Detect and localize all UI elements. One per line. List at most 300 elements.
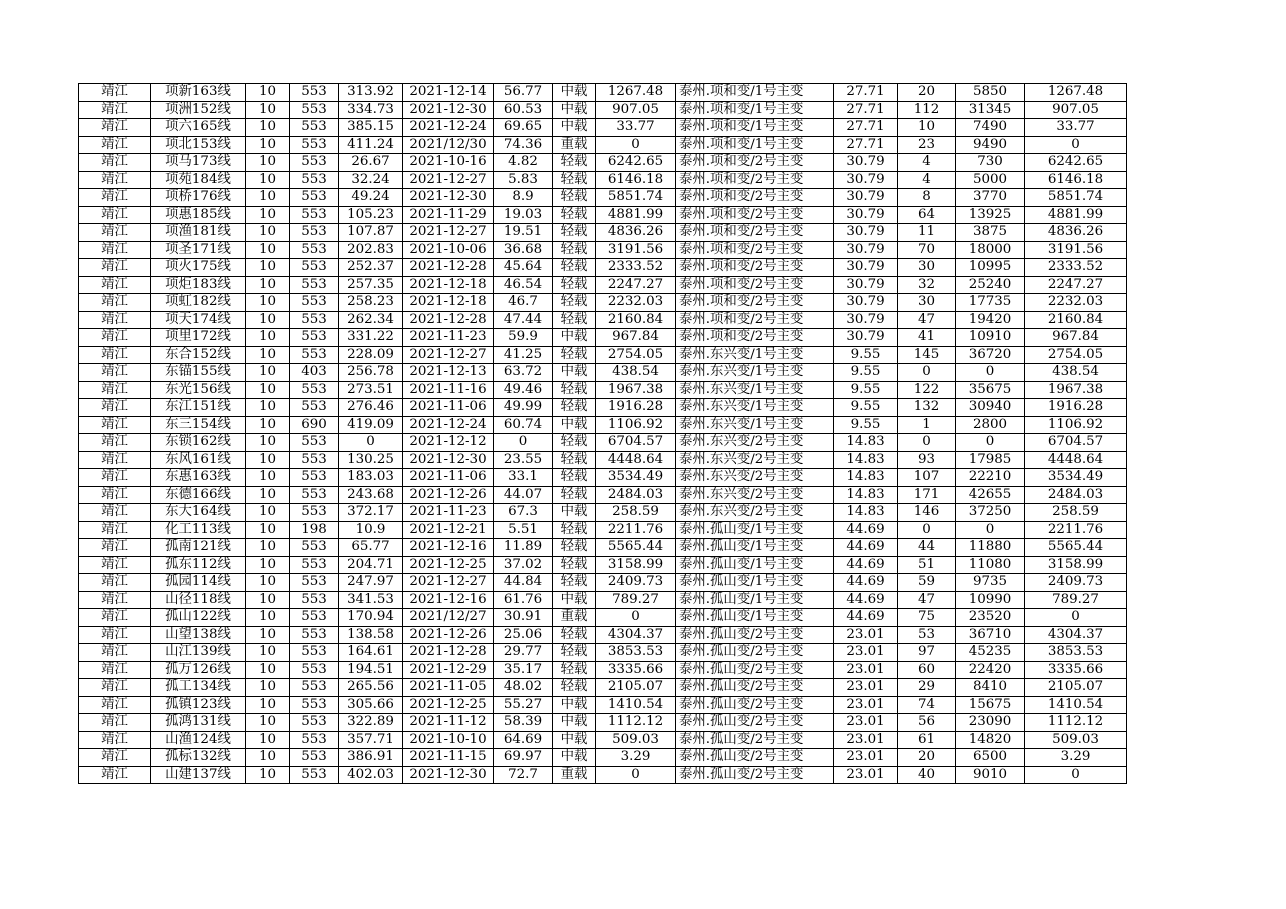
remaining-capacity-cell: 6242.65 [1025, 154, 1127, 172]
max-load-cell: 49.24 [339, 189, 403, 207]
user-count-cell: 44 [898, 539, 956, 557]
user-capacity-cell: 19420 [956, 311, 1025, 329]
remaining-capacity-cell: 2409.73 [1025, 574, 1127, 592]
user-count-cell: 10 [898, 119, 956, 137]
transformer-cell: 泰州.项和变/2号主变 [676, 206, 834, 224]
capacity-cell: 553 [290, 206, 339, 224]
user-capacity-cell: 17985 [956, 451, 1025, 469]
max-load-cell: 32.24 [339, 171, 403, 189]
load-status-cell: 中载 [553, 731, 596, 749]
line-name-cell: 山江139线 [151, 644, 246, 662]
user-count-cell: 145 [898, 346, 956, 364]
max-load-cell: 262.34 [339, 311, 403, 329]
table-row [79, 521, 1127, 539]
max-load-cell: 256.78 [339, 364, 403, 382]
load-rate-cell: 46.7 [494, 294, 553, 312]
voltage-cell: 10 [246, 731, 290, 749]
county-cell: 靖江 [79, 381, 151, 399]
capacity-cell: 553 [290, 154, 339, 172]
table-row [79, 644, 1127, 662]
remaining-capacity-cell: 2232.03 [1025, 294, 1127, 312]
transformer-cell: 泰州.孤山变/2号主变 [676, 644, 834, 662]
remaining-capacity-cell: 4836.26 [1025, 224, 1127, 242]
user-capacity-cell: 5000 [956, 171, 1025, 189]
table-row [79, 749, 1127, 767]
user-count-cell: 112 [898, 101, 956, 119]
user-count-cell: 122 [898, 381, 956, 399]
load-rate-cell: 47.44 [494, 311, 553, 329]
user-capacity-cell: 9490 [956, 136, 1025, 154]
county-cell: 靖江 [79, 591, 151, 609]
remaining-capacity-cell: 3853.53 [1025, 644, 1127, 662]
county-cell: 靖江 [79, 101, 151, 119]
max-load-cell: 204.71 [339, 556, 403, 574]
capacity-cell: 553 [290, 591, 339, 609]
county-cell: 靖江 [79, 626, 151, 644]
remaining-capacity-cell: 2160.84 [1025, 311, 1127, 329]
user-count-cell: 41 [898, 329, 956, 347]
table-row [79, 591, 1127, 609]
transformer-cell: 泰州.孤山变/2号主变 [676, 679, 834, 697]
load-rate-cell: 67.3 [494, 504, 553, 522]
load-rate-cell: 49.99 [494, 399, 553, 417]
transformer-rate-cell: 23.01 [834, 626, 898, 644]
user-count-cell: 4 [898, 154, 956, 172]
transformer-rate-cell: 14.83 [834, 434, 898, 452]
county-cell: 靖江 [79, 171, 151, 189]
county-cell: 靖江 [79, 346, 151, 364]
transformer-cell: 泰州.孤山变/1号主变 [676, 556, 834, 574]
date-cell: 2021-12-18 [403, 276, 494, 294]
available-capacity-cell: 3191.56 [596, 241, 676, 259]
county-cell: 靖江 [79, 696, 151, 714]
load-rate-cell: 61.76 [494, 591, 553, 609]
user-capacity-cell: 36720 [956, 346, 1025, 364]
line-name-cell: 项马173线 [151, 154, 246, 172]
available-capacity-cell: 2409.73 [596, 574, 676, 592]
user-capacity-cell: 36710 [956, 626, 1025, 644]
available-capacity-cell: 5565.44 [596, 539, 676, 557]
transformer-cell: 泰州.项和变/1号主变 [676, 84, 834, 102]
voltage-cell: 10 [246, 136, 290, 154]
date-cell: 2021-12-30 [403, 189, 494, 207]
capacity-cell: 553 [290, 294, 339, 312]
user-count-cell: 56 [898, 714, 956, 732]
voltage-cell: 10 [246, 644, 290, 662]
capacity-cell: 553 [290, 346, 339, 364]
date-cell: 2021-11-12 [403, 714, 494, 732]
user-count-cell: 23 [898, 136, 956, 154]
load-rate-cell: 8.9 [494, 189, 553, 207]
line-name-cell: 东德166线 [151, 486, 246, 504]
county-cell: 靖江 [79, 224, 151, 242]
available-capacity-cell: 2333.52 [596, 259, 676, 277]
load-rate-cell: 56.77 [494, 84, 553, 102]
remaining-capacity-cell: 509.03 [1025, 731, 1127, 749]
capacity-cell: 553 [290, 679, 339, 697]
transformer-rate-cell: 30.79 [834, 311, 898, 329]
date-cell: 2021-11-29 [403, 206, 494, 224]
user-count-cell: 20 [898, 749, 956, 767]
remaining-capacity-cell: 2247.27 [1025, 276, 1127, 294]
user-capacity-cell: 13925 [956, 206, 1025, 224]
load-status-cell: 轻载 [553, 241, 596, 259]
user-capacity-cell: 14820 [956, 731, 1025, 749]
table-row [79, 346, 1127, 364]
load-status-cell: 重载 [553, 609, 596, 627]
table-row [79, 171, 1127, 189]
max-load-cell: 202.83 [339, 241, 403, 259]
transformer-rate-cell: 27.71 [834, 84, 898, 102]
load-status-cell: 轻载 [553, 224, 596, 242]
remaining-capacity-cell: 1916.28 [1025, 399, 1127, 417]
line-name-cell: 项圣171线 [151, 241, 246, 259]
user-capacity-cell: 25240 [956, 276, 1025, 294]
load-status-cell: 重载 [553, 136, 596, 154]
max-load-cell: 65.77 [339, 539, 403, 557]
table-row [79, 626, 1127, 644]
transformer-rate-cell: 30.79 [834, 259, 898, 277]
county-cell: 靖江 [79, 661, 151, 679]
user-count-cell: 8 [898, 189, 956, 207]
user-count-cell: 40 [898, 766, 956, 784]
line-name-cell: 东大164线 [151, 504, 246, 522]
county-cell: 靖江 [79, 119, 151, 137]
voltage-cell: 10 [246, 329, 290, 347]
user-count-cell: 47 [898, 311, 956, 329]
user-capacity-cell: 8410 [956, 679, 1025, 697]
load-rate-cell: 23.55 [494, 451, 553, 469]
transformer-rate-cell: 30.79 [834, 329, 898, 347]
max-load-cell: 265.56 [339, 679, 403, 697]
load-rate-cell: 58.39 [494, 714, 553, 732]
table-row [79, 189, 1127, 207]
load-status-cell: 轻载 [553, 679, 596, 697]
transformer-cell: 泰州.孤山变/2号主变 [676, 661, 834, 679]
load-rate-cell: 30.91 [494, 609, 553, 627]
transformer-rate-cell: 44.69 [834, 609, 898, 627]
county-cell: 靖江 [79, 749, 151, 767]
date-cell: 2021-11-16 [403, 381, 494, 399]
table-row [79, 539, 1127, 557]
load-rate-cell: 5.83 [494, 171, 553, 189]
transformer-rate-cell: 44.69 [834, 539, 898, 557]
line-name-cell: 项北153线 [151, 136, 246, 154]
transformer-cell: 泰州.东兴变/1号主变 [676, 416, 834, 434]
table-row [79, 661, 1127, 679]
remaining-capacity-cell: 4304.37 [1025, 626, 1127, 644]
available-capacity-cell: 2160.84 [596, 311, 676, 329]
available-capacity-cell: 1410.54 [596, 696, 676, 714]
remaining-capacity-cell: 5565.44 [1025, 539, 1127, 557]
max-load-cell: 228.09 [339, 346, 403, 364]
capacity-cell: 553 [290, 241, 339, 259]
table-row [79, 731, 1127, 749]
transformer-rate-cell: 14.83 [834, 504, 898, 522]
load-status-cell: 轻载 [553, 311, 596, 329]
transformer-cell: 泰州.项和变/2号主变 [676, 276, 834, 294]
load-status-cell: 中载 [553, 714, 596, 732]
load-status-cell: 中载 [553, 364, 596, 382]
voltage-cell: 10 [246, 399, 290, 417]
capacity-cell: 553 [290, 259, 339, 277]
user-capacity-cell: 18000 [956, 241, 1025, 259]
available-capacity-cell: 0 [596, 609, 676, 627]
date-cell: 2021-12-30 [403, 101, 494, 119]
transformer-cell: 泰州.项和变/2号主变 [676, 171, 834, 189]
available-capacity-cell: 1967.38 [596, 381, 676, 399]
transformer-rate-cell: 14.83 [834, 451, 898, 469]
load-status-cell: 轻载 [553, 469, 596, 487]
available-capacity-cell: 3534.49 [596, 469, 676, 487]
max-load-cell: 372.17 [339, 504, 403, 522]
max-load-cell: 411.24 [339, 136, 403, 154]
remaining-capacity-cell: 4448.64 [1025, 451, 1127, 469]
load-status-cell: 轻载 [553, 294, 596, 312]
load-status-cell: 轻载 [553, 259, 596, 277]
table-row [79, 504, 1127, 522]
max-load-cell: 183.03 [339, 469, 403, 487]
date-cell: 2021-12-28 [403, 259, 494, 277]
transformer-cell: 泰州.东兴变/1号主变 [676, 364, 834, 382]
date-cell: 2021-11-23 [403, 329, 494, 347]
user-capacity-cell: 0 [956, 364, 1025, 382]
transformer-rate-cell: 30.79 [834, 206, 898, 224]
user-capacity-cell: 0 [956, 434, 1025, 452]
capacity-cell: 553 [290, 486, 339, 504]
load-rate-cell: 11.89 [494, 539, 553, 557]
county-cell: 靖江 [79, 679, 151, 697]
transformer-cell: 泰州.项和变/2号主变 [676, 259, 834, 277]
user-count-cell: 70 [898, 241, 956, 259]
voltage-cell: 10 [246, 311, 290, 329]
max-load-cell: 130.25 [339, 451, 403, 469]
table-row [79, 241, 1127, 259]
max-load-cell: 243.68 [339, 486, 403, 504]
user-capacity-cell: 3770 [956, 189, 1025, 207]
transformer-rate-cell: 9.55 [834, 381, 898, 399]
load-status-cell: 轻载 [553, 644, 596, 662]
date-cell: 2021-12-16 [403, 539, 494, 557]
table-row [79, 399, 1127, 417]
transformer-rate-cell: 30.79 [834, 294, 898, 312]
date-cell: 2021-12-30 [403, 451, 494, 469]
load-status-cell: 轻载 [553, 276, 596, 294]
date-cell: 2021-12-27 [403, 224, 494, 242]
remaining-capacity-cell: 907.05 [1025, 101, 1127, 119]
load-status-cell: 轻载 [553, 434, 596, 452]
table-row [79, 451, 1127, 469]
transformer-cell: 泰州.东兴变/2号主变 [676, 434, 834, 452]
max-load-cell: 247.97 [339, 574, 403, 592]
voltage-cell: 10 [246, 189, 290, 207]
user-count-cell: 11 [898, 224, 956, 242]
transformer-rate-cell: 23.01 [834, 766, 898, 784]
date-cell: 2021-12-14 [403, 84, 494, 102]
load-status-cell: 中载 [553, 591, 596, 609]
user-count-cell: 0 [898, 434, 956, 452]
voltage-cell: 10 [246, 346, 290, 364]
remaining-capacity-cell: 438.54 [1025, 364, 1127, 382]
remaining-capacity-cell: 2484.03 [1025, 486, 1127, 504]
line-name-cell: 项天174线 [151, 311, 246, 329]
load-status-cell: 中载 [553, 119, 596, 137]
remaining-capacity-cell: 2211.76 [1025, 521, 1127, 539]
remaining-capacity-cell: 0 [1025, 136, 1127, 154]
county-cell: 靖江 [79, 154, 151, 172]
table-row [79, 206, 1127, 224]
user-count-cell: 75 [898, 609, 956, 627]
voltage-cell: 10 [246, 101, 290, 119]
max-load-cell: 322.89 [339, 714, 403, 732]
available-capacity-cell: 0 [596, 766, 676, 784]
transformer-cell: 泰州.项和变/1号主变 [676, 119, 834, 137]
load-rate-cell: 60.53 [494, 101, 553, 119]
county-cell: 靖江 [79, 416, 151, 434]
capacity-cell: 553 [290, 766, 339, 784]
load-rate-cell: 44.84 [494, 574, 553, 592]
load-rate-cell: 44.07 [494, 486, 553, 504]
max-load-cell: 258.23 [339, 294, 403, 312]
max-load-cell: 0 [339, 434, 403, 452]
max-load-cell: 276.46 [339, 399, 403, 417]
county-cell: 靖江 [79, 206, 151, 224]
capacity-cell: 553 [290, 626, 339, 644]
transformer-cell: 泰州.东兴变/2号主变 [676, 486, 834, 504]
max-load-cell: 107.87 [339, 224, 403, 242]
transformer-cell: 泰州.项和变/2号主变 [676, 294, 834, 312]
available-capacity-cell: 3.29 [596, 749, 676, 767]
load-rate-cell: 36.68 [494, 241, 553, 259]
user-capacity-cell: 22210 [956, 469, 1025, 487]
table-row [79, 574, 1127, 592]
user-count-cell: 146 [898, 504, 956, 522]
date-cell: 2021/12/27 [403, 609, 494, 627]
date-cell: 2021-12-29 [403, 661, 494, 679]
max-load-cell: 386.91 [339, 749, 403, 767]
capacity-cell: 553 [290, 136, 339, 154]
county-cell: 靖江 [79, 434, 151, 452]
remaining-capacity-cell: 789.27 [1025, 591, 1127, 609]
voltage-cell: 10 [246, 241, 290, 259]
county-cell: 靖江 [79, 556, 151, 574]
date-cell: 2021-12-25 [403, 556, 494, 574]
available-capacity-cell: 967.84 [596, 329, 676, 347]
date-cell: 2021-12-16 [403, 591, 494, 609]
transformer-cell: 泰州.东兴变/1号主变 [676, 346, 834, 364]
user-count-cell: 61 [898, 731, 956, 749]
line-name-cell: 项里172线 [151, 329, 246, 347]
load-rate-cell: 5.51 [494, 521, 553, 539]
table-row [79, 136, 1127, 154]
load-rate-cell: 37.02 [494, 556, 553, 574]
capacity-cell: 553 [290, 84, 339, 102]
voltage-cell: 10 [246, 294, 290, 312]
load-rate-cell: 41.25 [494, 346, 553, 364]
user-capacity-cell: 17735 [956, 294, 1025, 312]
table-row [79, 119, 1127, 137]
voltage-cell: 10 [246, 224, 290, 242]
line-name-cell: 孤园114线 [151, 574, 246, 592]
user-capacity-cell: 15675 [956, 696, 1025, 714]
max-load-cell: 341.53 [339, 591, 403, 609]
county-cell: 靖江 [79, 644, 151, 662]
transformer-cell: 泰州.项和变/2号主变 [676, 311, 834, 329]
transformer-cell: 泰州.项和变/2号主变 [676, 189, 834, 207]
user-count-cell: 171 [898, 486, 956, 504]
transformer-cell: 泰州.项和变/1号主变 [676, 101, 834, 119]
date-cell: 2021-10-06 [403, 241, 494, 259]
user-capacity-cell: 23520 [956, 609, 1025, 627]
county-cell: 靖江 [79, 731, 151, 749]
transformer-rate-cell: 27.71 [834, 136, 898, 154]
load-rate-cell: 45.64 [494, 259, 553, 277]
transformer-rate-cell: 9.55 [834, 346, 898, 364]
voltage-cell: 10 [246, 171, 290, 189]
line-name-cell: 山建137线 [151, 766, 246, 784]
line-name-cell: 项火175线 [151, 259, 246, 277]
table-row [79, 329, 1127, 347]
line-name-cell: 东合152线 [151, 346, 246, 364]
transformer-rate-cell: 23.01 [834, 749, 898, 767]
voltage-cell: 10 [246, 521, 290, 539]
user-count-cell: 4 [898, 171, 956, 189]
voltage-cell: 10 [246, 626, 290, 644]
user-count-cell: 60 [898, 661, 956, 679]
available-capacity-cell: 1916.28 [596, 399, 676, 417]
table-row [79, 679, 1127, 697]
line-name-cell: 孤鸿131线 [151, 714, 246, 732]
remaining-capacity-cell: 1267.48 [1025, 84, 1127, 102]
available-capacity-cell: 1112.12 [596, 714, 676, 732]
load-rate-cell: 46.54 [494, 276, 553, 294]
table-row [79, 311, 1127, 329]
capacity-cell: 553 [290, 661, 339, 679]
voltage-cell: 10 [246, 416, 290, 434]
county-cell: 靖江 [79, 486, 151, 504]
capacity-cell: 553 [290, 119, 339, 137]
load-rate-cell: 64.69 [494, 731, 553, 749]
date-cell: 2021-12-30 [403, 766, 494, 784]
remaining-capacity-cell: 1967.38 [1025, 381, 1127, 399]
user-count-cell: 107 [898, 469, 956, 487]
available-capacity-cell: 3158.99 [596, 556, 676, 574]
county-cell: 靖江 [79, 399, 151, 417]
transformer-cell: 泰州.东兴变/2号主变 [676, 504, 834, 522]
available-capacity-cell: 509.03 [596, 731, 676, 749]
transformer-cell: 泰州.东兴变/2号主变 [676, 451, 834, 469]
line-name-cell: 项渔181线 [151, 224, 246, 242]
transformer-cell: 泰州.东兴变/2号主变 [676, 469, 834, 487]
transformer-cell: 泰州.项和变/2号主变 [676, 154, 834, 172]
table-row [79, 276, 1127, 294]
capacity-cell: 553 [290, 696, 339, 714]
max-load-cell: 331.22 [339, 329, 403, 347]
transformer-rate-cell: 30.79 [834, 154, 898, 172]
load-rate-cell: 25.06 [494, 626, 553, 644]
user-count-cell: 97 [898, 644, 956, 662]
max-load-cell: 194.51 [339, 661, 403, 679]
line-name-cell: 东惠163线 [151, 469, 246, 487]
transformer-cell: 泰州.孤山变/2号主变 [676, 731, 834, 749]
county-cell: 靖江 [79, 451, 151, 469]
capacity-cell: 553 [290, 644, 339, 662]
voltage-cell: 10 [246, 469, 290, 487]
table-row [79, 154, 1127, 172]
line-name-cell: 东三154线 [151, 416, 246, 434]
voltage-cell: 10 [246, 714, 290, 732]
transformer-cell: 泰州.东兴变/1号主变 [676, 381, 834, 399]
